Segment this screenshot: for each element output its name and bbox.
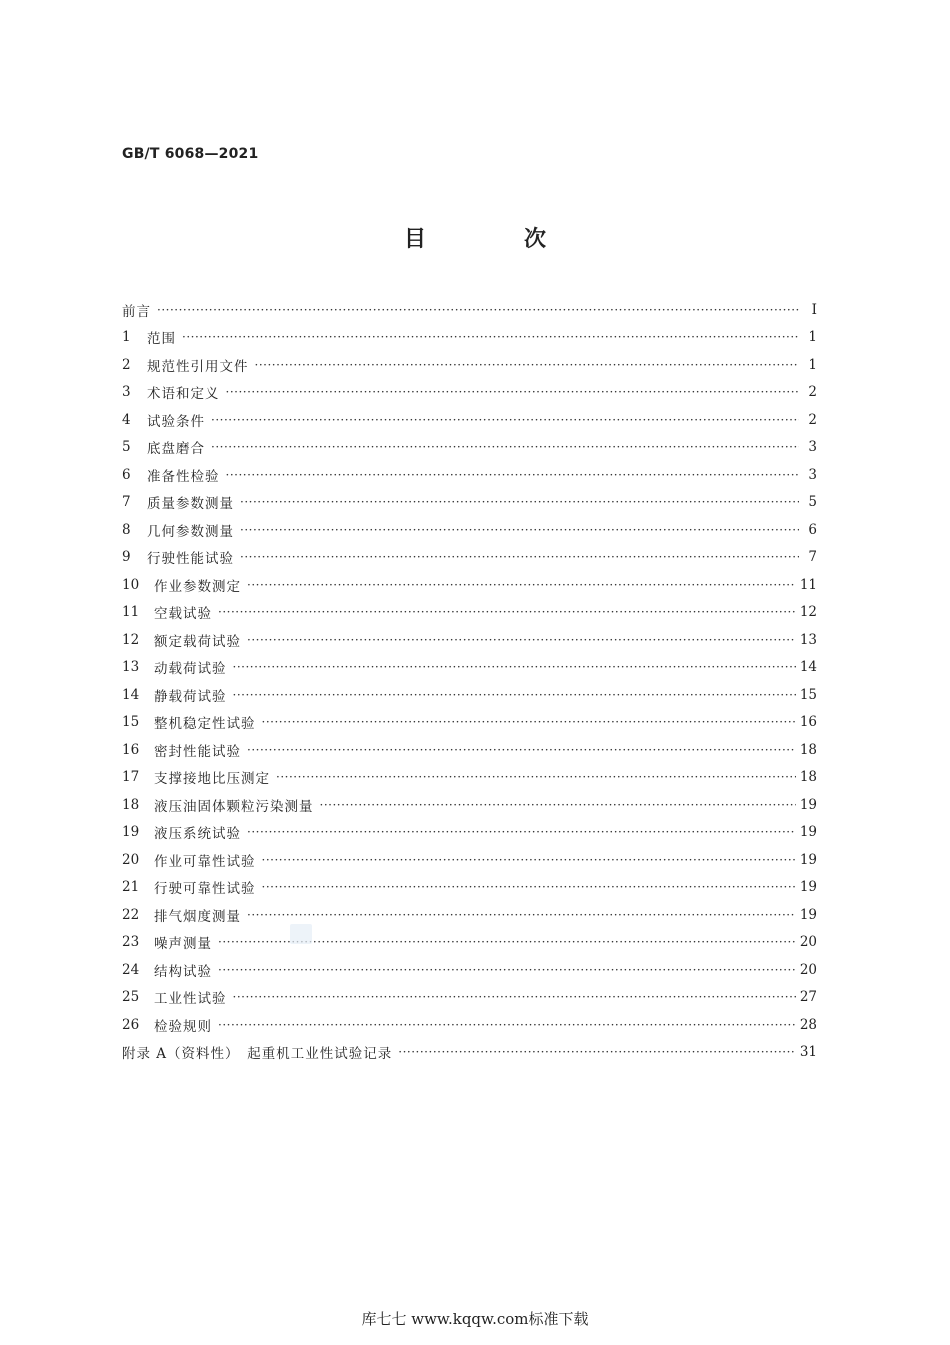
toc-entry-number: 11 <box>122 604 140 621</box>
toc-dot-leader <box>398 1045 796 1059</box>
toc-entry-label: 试验条件 <box>147 413 205 430</box>
toc-entry[interactable] <box>122 764 817 792</box>
toc-entry-number: 8 <box>122 521 131 538</box>
toc-entry-number: 16 <box>122 741 140 758</box>
toc-entry[interactable] <box>122 324 817 352</box>
toc-entry-number: 7 <box>122 494 131 511</box>
toc-entry[interactable] <box>122 984 817 1012</box>
toc-entry-label: 噪声测量 <box>154 936 212 953</box>
toc-entry-page-number: Ⅰ <box>811 301 817 318</box>
toc-entry[interactable] <box>122 599 817 627</box>
toc-entry-number: 20 <box>122 851 140 868</box>
toc-entry-number: 21 <box>122 879 140 896</box>
toc-entry-number: 13 <box>122 659 140 676</box>
toc-dot-leader <box>240 495 799 509</box>
table-of-contents <box>122 296 817 1066</box>
toc-entry-page-number: 3 <box>808 466 817 483</box>
toc-entry[interactable] <box>122 351 817 379</box>
toc-entry-label: 术语和定义 <box>147 386 220 403</box>
toc-entry[interactable] <box>122 956 817 984</box>
toc-entry-label: 液压油固体颗粒污染测量 <box>154 798 314 815</box>
toc-dot-leader <box>247 633 796 647</box>
toc-entry-number: 19 <box>122 824 140 841</box>
toc-entry[interactable] <box>122 791 817 819</box>
toc-entry-page-number: 1 <box>808 356 817 373</box>
toc-dot-leader <box>233 688 796 702</box>
toc-entry[interactable] <box>122 1011 817 1039</box>
toc-entry-label: 前言 <box>122 303 151 320</box>
toc-entry-page-number: 2 <box>808 384 817 401</box>
toc-dot-leader <box>320 798 796 812</box>
toc-entry-label: 规范性引用文件 <box>147 358 249 375</box>
toc-dot-leader <box>226 468 800 482</box>
toc-entry-page-number: 20 <box>799 934 817 951</box>
toc-entry-page-number: 14 <box>799 659 817 676</box>
toc-dot-leader <box>247 743 796 757</box>
toc-entry-number: 24 <box>122 961 140 978</box>
toc-entry-page-number: 7 <box>808 549 817 566</box>
toc-entry-label: 排气烟度测量 <box>154 908 241 925</box>
toc-entry-page-number: 28 <box>799 1016 817 1033</box>
toc-entry-number: 2 <box>122 356 131 373</box>
toc-entry-label: 作业参数测定 <box>154 578 241 595</box>
toc-dot-leader <box>255 358 800 372</box>
toc-dot-leader <box>211 440 799 454</box>
toc-dot-leader <box>262 715 796 729</box>
toc-entry-label: 准备性检验 <box>147 468 220 485</box>
toc-dot-leader <box>240 523 799 537</box>
toc-entry-label: 空载试验 <box>154 606 212 623</box>
standard-code: GB/T 6068—2021 <box>122 146 259 162</box>
toc-entry-label: 行驶性能试验 <box>147 551 234 568</box>
toc-entry-number: 3 <box>122 384 131 401</box>
toc-entry-number: 23 <box>122 934 140 951</box>
toc-entry[interactable] <box>122 654 817 682</box>
toc-entry[interactable] <box>122 626 817 654</box>
toc-entry-number: 12 <box>122 631 140 648</box>
toc-entry-label: 动载荷试验 <box>154 661 227 678</box>
toc-entry[interactable] <box>122 819 817 847</box>
toc-entry[interactable] <box>122 489 817 517</box>
toc-entry-page-number: 20 <box>799 961 817 978</box>
toc-entry-number: 4 <box>122 411 131 428</box>
toc-entry-label: 附录 A（资料性） 起重机工业性试验记录 <box>122 1046 393 1063</box>
toc-dot-leader <box>247 908 796 922</box>
toc-entry[interactable] <box>122 571 817 599</box>
toc-entry-label: 结构试验 <box>154 963 212 980</box>
toc-entry-page-number: 16 <box>799 714 817 731</box>
toc-dot-leader <box>247 578 796 592</box>
toc-entry-label: 几何参数测量 <box>147 523 234 540</box>
toc-dot-leader <box>247 825 796 839</box>
toc-entry[interactable] <box>122 461 817 489</box>
toc-entry[interactable] <box>122 929 817 957</box>
toc-dot-leader <box>262 853 796 867</box>
toc-entry-label: 支撑接地比压测定 <box>154 771 270 788</box>
toc-entry[interactable] <box>122 516 817 544</box>
toc-entry-page-number: 18 <box>799 769 817 786</box>
toc-entry-label: 底盘磨合 <box>147 441 205 458</box>
toc-dot-leader <box>218 605 796 619</box>
toc-dot-leader <box>157 303 799 317</box>
toc-entry-number: 14 <box>122 686 140 703</box>
toc-entry[interactable] <box>122 709 817 737</box>
toc-dot-leader <box>218 1018 796 1032</box>
footer-download-note: 库七七 www.kqqw.com标准下载 <box>361 1310 589 1328</box>
toc-entry-page-number: 11 <box>799 576 817 593</box>
toc-dot-leader <box>218 963 796 977</box>
toc-dot-leader <box>226 385 800 399</box>
toc-entry-page-number: 5 <box>808 494 817 511</box>
toc-entry-page-number: 13 <box>799 631 817 648</box>
toc-entry-label: 液压系统试验 <box>154 826 241 843</box>
toc-entry-label: 工业性试验 <box>154 991 227 1008</box>
toc-dot-leader <box>233 990 796 1004</box>
toc-dot-leader <box>233 660 796 674</box>
toc-entry-number: 10 <box>122 576 140 593</box>
toc-entry[interactable] <box>122 544 817 572</box>
toc-entry-page-number: 12 <box>799 604 817 621</box>
toc-entry[interactable] <box>122 846 817 874</box>
toc-entry-page-number: 1 <box>808 329 817 346</box>
toc-entry-page-number: 31 <box>799 1044 817 1061</box>
toc-entry-page-number: 19 <box>799 824 817 841</box>
toc-entry[interactable] <box>122 296 817 324</box>
toc-entry-number: 15 <box>122 714 140 731</box>
toc-entry-label: 检验规则 <box>154 1018 212 1035</box>
toc-entry-number: 9 <box>122 549 131 566</box>
page-title: 目 次 <box>403 227 584 252</box>
toc-entry[interactable] <box>122 736 817 764</box>
toc-entry-label: 静载荷试验 <box>154 688 227 705</box>
toc-entry-number: 17 <box>122 769 140 786</box>
toc-entry-label: 作业可靠性试验 <box>154 853 256 870</box>
toc-entry[interactable] <box>122 901 817 929</box>
toc-entry-number: 5 <box>122 439 131 456</box>
toc-entry[interactable] <box>122 406 817 434</box>
watermark-stamp <box>290 924 312 944</box>
toc-entry-number: 1 <box>122 329 131 346</box>
toc-dot-leader <box>182 330 799 344</box>
toc-entry-label: 整机稳定性试验 <box>154 716 256 733</box>
toc-entry[interactable] <box>122 874 817 902</box>
toc-entry[interactable] <box>122 379 817 407</box>
toc-entry-page-number: 19 <box>799 796 817 813</box>
toc-entry-number: 6 <box>122 466 131 483</box>
toc-entry-page-number: 15 <box>799 686 817 703</box>
toc-entry-label: 质量参数测量 <box>147 496 234 513</box>
toc-entry-page-number: 6 <box>808 521 817 538</box>
toc-entry-page-number: 19 <box>799 879 817 896</box>
toc-entry-label: 范围 <box>147 331 176 348</box>
toc-dot-leader <box>211 413 799 427</box>
toc-entry-label: 额定载荷试验 <box>154 633 241 650</box>
toc-entry-label: 密封性能试验 <box>154 743 241 760</box>
toc-dot-leader <box>276 770 796 784</box>
toc-entry-page-number: 19 <box>799 906 817 923</box>
toc-entry-page-number: 2 <box>808 411 817 428</box>
toc-entry-number: 25 <box>122 989 140 1006</box>
toc-entry[interactable] <box>122 434 817 462</box>
toc-entry[interactable] <box>122 681 817 709</box>
toc-entry-page-number: 3 <box>808 439 817 456</box>
toc-entry-page-number: 27 <box>799 989 817 1006</box>
toc-entry-number: 26 <box>122 1016 140 1033</box>
toc-entry-page-number: 19 <box>799 851 817 868</box>
toc-entry[interactable] <box>122 1039 817 1067</box>
toc-entry-number: 18 <box>122 796 140 813</box>
toc-entry-number: 22 <box>122 906 140 923</box>
toc-entry-label: 行驶可靠性试验 <box>154 881 256 898</box>
toc-entry-page-number: 18 <box>799 741 817 758</box>
toc-dot-leader <box>262 880 796 894</box>
toc-dot-leader <box>240 550 799 564</box>
